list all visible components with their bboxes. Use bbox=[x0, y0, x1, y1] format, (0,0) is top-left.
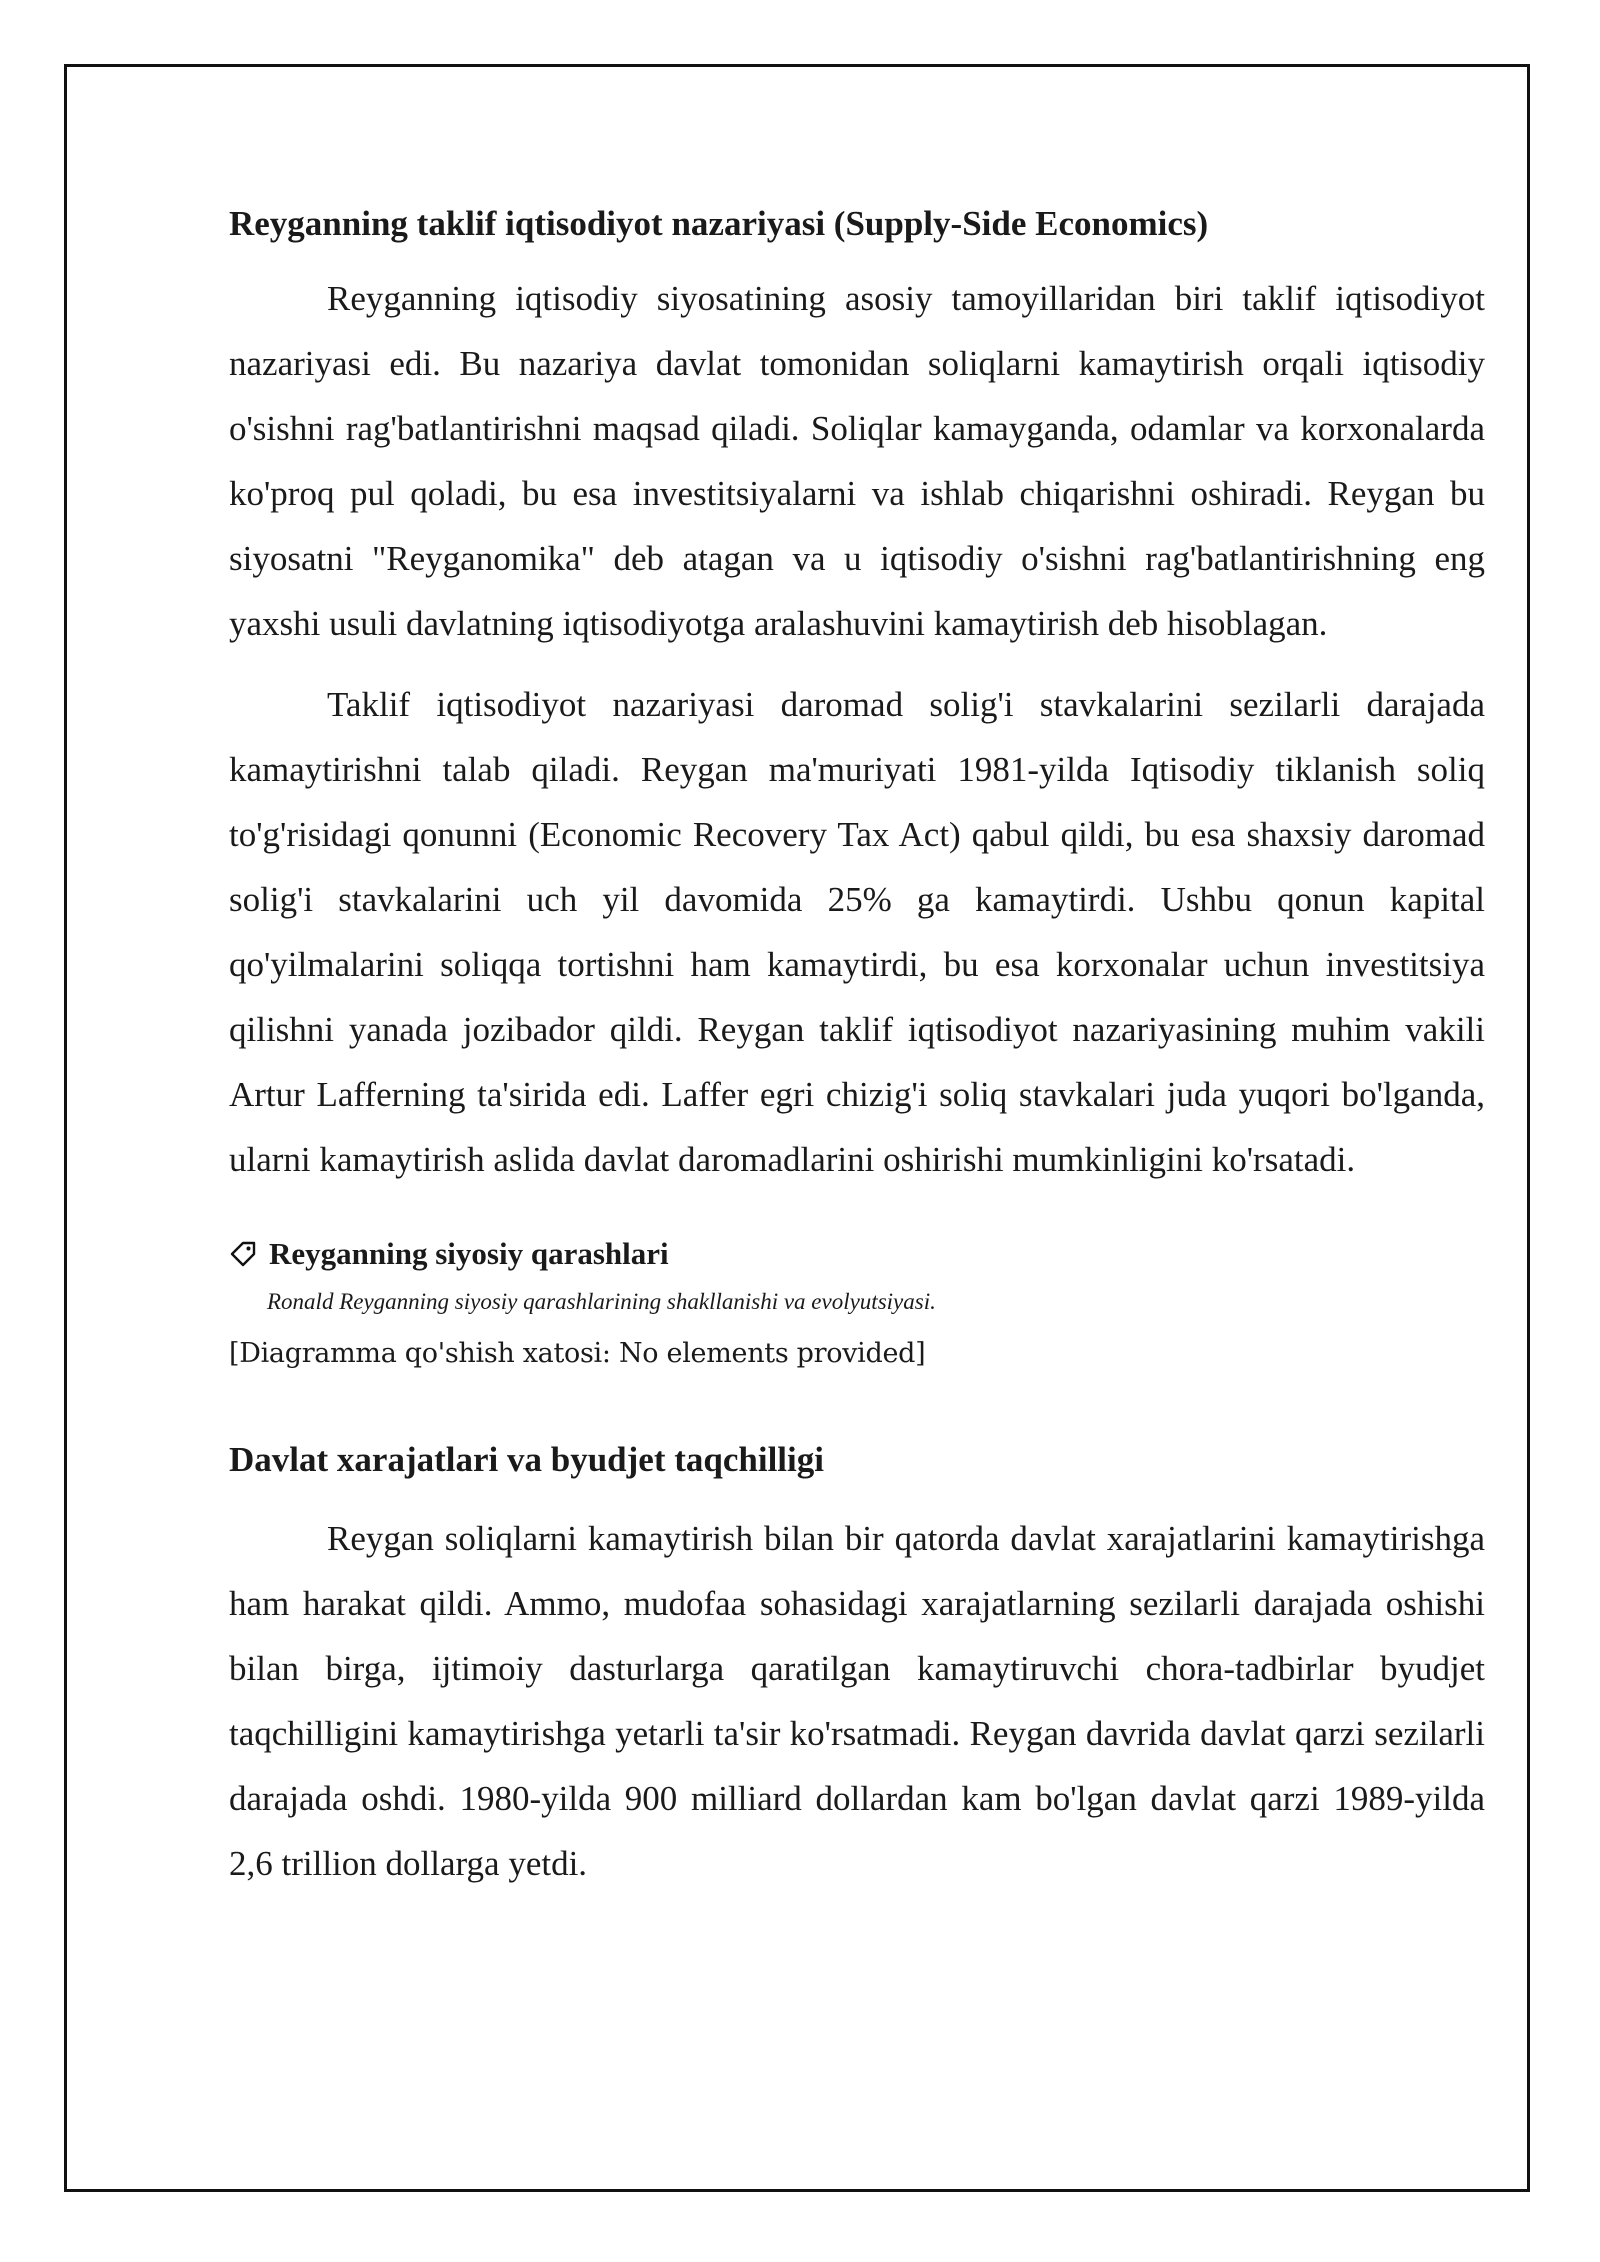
tag-icon bbox=[229, 1240, 257, 1268]
diagram-placeholder bbox=[229, 1232, 1485, 1380]
diagram-caption: Ronald Reyganning siyosiy qarashlarining shakllanishi va evolyutsiyasi. bbox=[267, 1289, 936, 1314]
document-body bbox=[229, 196, 1485, 1896]
paragraph-tax-act: Taklif iqtisodiyot nazariyasi daromad solig'i stavkalarini sezilarli darajada kamaytirishni talab qiladi. Reygan ma'muriyati 1981-yilda Iqtisodiy tiklanish soliq to'g'risidagi qonunni (Economic Recovery Tax Act) qabul qildi, bu esa shaxsiy daromad solig'i stavkalarini uch yil davomida 25% ga kamaytirdi. Ushbu qonun kapital qo'yilmalarini soliqqa tortishni ham kamaytirdi, bu esa korxonalar uchun investitsiya qilishni yanada jozibador qildi. Reygan taklif iqtisodiyot nazariyasining muhim vakili Artur Lafferning ta'sirida edi. Laffer egri chizig'i soliq stavkalari juda yuqori bo'lganda, ularni kamaytirish aslida davlat daromadlarini oshirishi mumkinligini ko'rsatadi. bbox=[229, 685, 1485, 1179]
diagram-title-row bbox=[229, 1232, 1485, 1276]
diagram-title: Reyganning siyosiy qarashlari bbox=[269, 1236, 669, 1271]
diagram-error-message: [Diagramma qo'shish xatosi: No elements provided] bbox=[229, 1338, 926, 1369]
paragraph-supply-side-intro: Reyganning iqtisodiy siyosatining asosiy tamoyillaridan biri taklif iqtisodiyot nazariyasi edi. Bu nazariya davlat tomonidan soliqlarni kamaytirish orqali iqtisodiy o'sishni rag'batlantirishni maqsad qiladi. Soliqlar kamayganda, odamlar va korxonalarda ko'proq pul qoladi, bu esa investitsiyalarni va ishlab chiqarishni oshiradi. Reygan bu siyosatni "Reyganomika" deb atagan va u iqtisodiy o'sishni rag'batlantirishning eng yaxshi usuli davlatning iqtisodiyotga aralashuvini kamaytirish deb hisoblagan. bbox=[229, 279, 1485, 643]
paragraph-spending-deficit: Reygan soliqlarni kamaytirish bilan bir qatorda davlat xarajatlarini kamaytirishga ham harakat qildi. Ammo, mudofaa sohasidagi xarajatlarning sezilarli darajada oshishi bilan birga, ijtimoiy dasturlarga qaratilgan kamaytiruvchi chora-tadbirlar byudjet taqchilligini kamaytirishga yetarli ta'sir ko'rsatmadi. Reygan davrida davlat qarzi sezilarli darajada oshdi. 1980-yilda 900 milliard dollardan kam bo'lgan davlat qarzi 1989-yilda 2,6 trillion dollarga yetdi. bbox=[229, 1519, 1485, 1883]
section-heading-supply-side: Reyganning taklif iqtisodiyot nazariyasi (Supply-Side Economics) bbox=[229, 204, 1209, 243]
section-heading-spending-deficit: Davlat xarajatlari va byudjet taqchilligi bbox=[229, 1440, 824, 1479]
